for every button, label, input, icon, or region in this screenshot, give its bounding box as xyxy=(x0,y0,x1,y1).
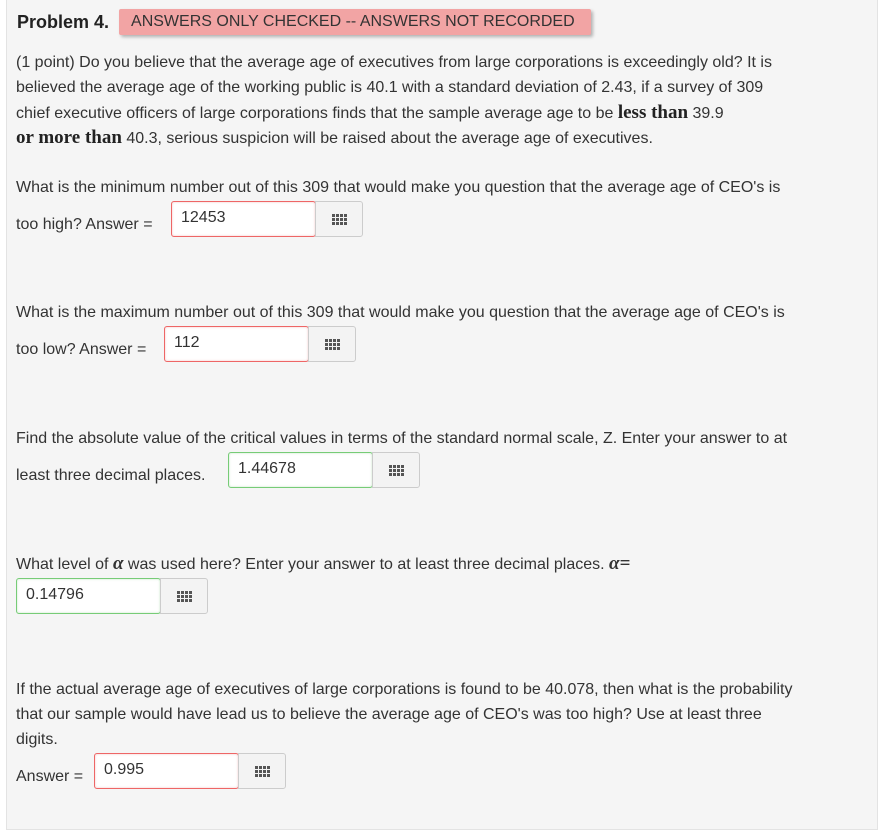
intro-line-3-start: chief executive officers of large corporations finds that the sample average age to be xyxy=(16,105,618,122)
grid-icon xyxy=(332,214,347,225)
more-than-emphasis: or more than xyxy=(16,127,122,148)
q1-equation-button[interactable] xyxy=(315,201,363,237)
q4-text xyxy=(16,551,630,577)
intro-line-4 xyxy=(16,125,653,151)
q5-equation-button[interactable] xyxy=(238,753,286,789)
intro-line-1: (1 point) Do you believe that the average age of executives from large corporations is exceedingly old? It is xyxy=(16,54,772,71)
problem-title: Problem 4. xyxy=(17,11,110,32)
q1-answer-input[interactable]: 12453 xyxy=(171,201,316,237)
q5-text-line-1: If the actual average age of executives of large corporations is found to be 40.078, then what is the probability xyxy=(16,681,793,698)
q2-label: too low? Answer = xyxy=(16,341,147,358)
q4-equation-button[interactable] xyxy=(160,578,208,614)
intro-line-3-end: 39.9 xyxy=(688,105,724,122)
q4-text-mid: was used here? Enter your answer to at least three decimal places. xyxy=(123,556,610,573)
less-than-emphasis: less than xyxy=(617,102,689,123)
q5-text-line-2: that our sample would have lead us to believe the average age of CEO's was too high? Use at least three xyxy=(16,706,762,723)
q2-answer-input[interactable]: 112 xyxy=(164,326,309,362)
q3-equation-button[interactable] xyxy=(372,452,420,488)
q2-text: What is the maximum number out of this 309 that would make you question that the average age of CEO's is xyxy=(16,304,785,321)
alpha-symbol: α xyxy=(112,553,124,574)
status-badge: ANSWERS ONLY CHECKED -- ANSWERS NOT RECORDED xyxy=(119,9,591,35)
q5-label: Answer = xyxy=(16,768,84,785)
q3-answer-input[interactable]: 1.44678 xyxy=(228,452,373,488)
alpha-equals: α= xyxy=(609,553,631,574)
intro-line-2: believed the average age of the working public is 40.1 with a standard deviation of 2.43, if a survey of 309 xyxy=(16,79,764,96)
grid-icon xyxy=(177,591,192,602)
problem-header xyxy=(17,8,591,36)
intro-line-4-end: 40.3, serious suspicion will be raised about the average age of executives. xyxy=(121,130,653,147)
q3-label: least three decimal places. xyxy=(16,467,206,484)
q1-label: too high? Answer = xyxy=(16,216,153,233)
q1-text: What is the minimum number out of this 309 that would make you question that the average age of CEO's is xyxy=(16,179,781,196)
intro-line-3 xyxy=(16,100,724,126)
grid-icon xyxy=(325,339,340,350)
q4-text-start: What level of xyxy=(16,556,113,573)
grid-icon xyxy=(389,465,404,476)
q5-answer-input[interactable]: 0.995 xyxy=(94,753,239,789)
grid-icon xyxy=(255,766,270,777)
q2-equation-button[interactable] xyxy=(308,326,356,362)
q3-text: Find the absolute value of the critical values in terms of the standard normal scale, Z. Enter your answer to at xyxy=(16,430,788,447)
q5-text-line-3: digits. xyxy=(16,731,58,748)
q4-answer-input[interactable]: 0.14796 xyxy=(16,578,161,614)
